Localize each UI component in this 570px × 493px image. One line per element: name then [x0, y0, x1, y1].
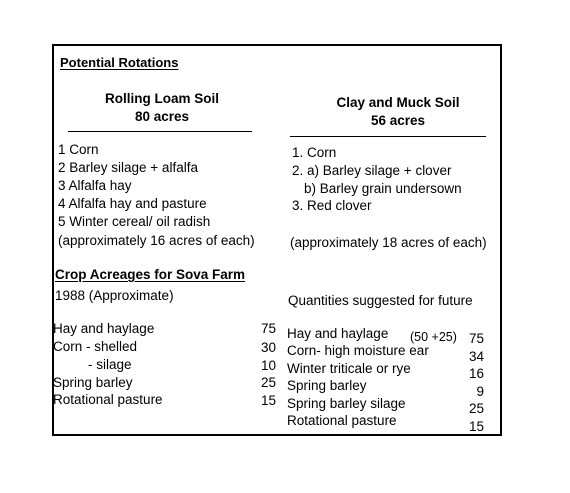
future-crop: Spring barley silage [287, 396, 406, 411]
left-rotation-item: 3 Alfalfa hay [58, 178, 132, 193]
future-acres: 9 [476, 384, 484, 399]
left-rotation-item: 2 Barley silage + alfalfa [58, 160, 198, 175]
current-crop: Spring barley [53, 375, 133, 390]
future-label: Quantities suggested for future [288, 293, 473, 308]
left-rotation-item: 1 Corn [58, 142, 99, 157]
right-soil-name: Clay and Muck Soil [336, 95, 460, 110]
current-crop: Corn - shelled [53, 339, 138, 354]
left-divider [68, 131, 252, 132]
right-rotation-note: (approximately 18 acres of each) [290, 235, 487, 250]
future-note: (50 +25) [410, 330, 457, 344]
page-title: Potential Rotations [60, 55, 179, 70]
current-acres: 15 [260, 393, 276, 408]
acreage-heading: Crop Acreages for Sova Farm [55, 267, 246, 282]
future-acres: 34 [468, 349, 484, 364]
future-acres: 16 [468, 366, 484, 381]
current-acres: 25 [260, 375, 276, 390]
current-crop: - silage [88, 357, 132, 372]
current-acres: 30 [260, 340, 276, 355]
future-crop: Hay and haylage [287, 326, 389, 341]
future-acres: 25 [468, 401, 484, 416]
left-rotation-note: (approximately 16 acres of each) [58, 233, 255, 248]
future-crop: Spring barley [287, 378, 367, 393]
future-acres: 75 [468, 331, 484, 346]
future-crop: Corn- high moisture ear [287, 343, 429, 358]
right-rotation-item: 2. a) Barley silage + clover [292, 163, 452, 178]
right-rotation-item: 3. Red clover [292, 198, 372, 213]
future-crop: Winter triticale or rye [287, 361, 411, 376]
current-acres: 75 [260, 321, 276, 336]
current-crop: Rotational pasture [53, 392, 163, 407]
current-acres: 10 [260, 358, 276, 373]
future-acres: 15 [468, 419, 484, 434]
current-crop: Hay and haylage [53, 321, 155, 336]
left-rotation-item: 5 Winter cereal/ oil radish [58, 214, 211, 229]
left-rotation-item: 4 Alfalfa hay and pasture [58, 196, 207, 211]
left-soil-acres: 80 acres [134, 109, 190, 124]
right-divider [290, 136, 486, 137]
right-rotation-item: b) Barley grain undersown [304, 181, 462, 196]
current-label: 1988 (Approximate) [55, 288, 174, 303]
future-crop: Rotational pasture [287, 413, 397, 428]
right-soil-acres: 56 acres [370, 113, 426, 128]
left-soil-name: Rolling Loam Soil [105, 91, 219, 106]
right-rotation-item: 1. Corn [292, 145, 337, 160]
